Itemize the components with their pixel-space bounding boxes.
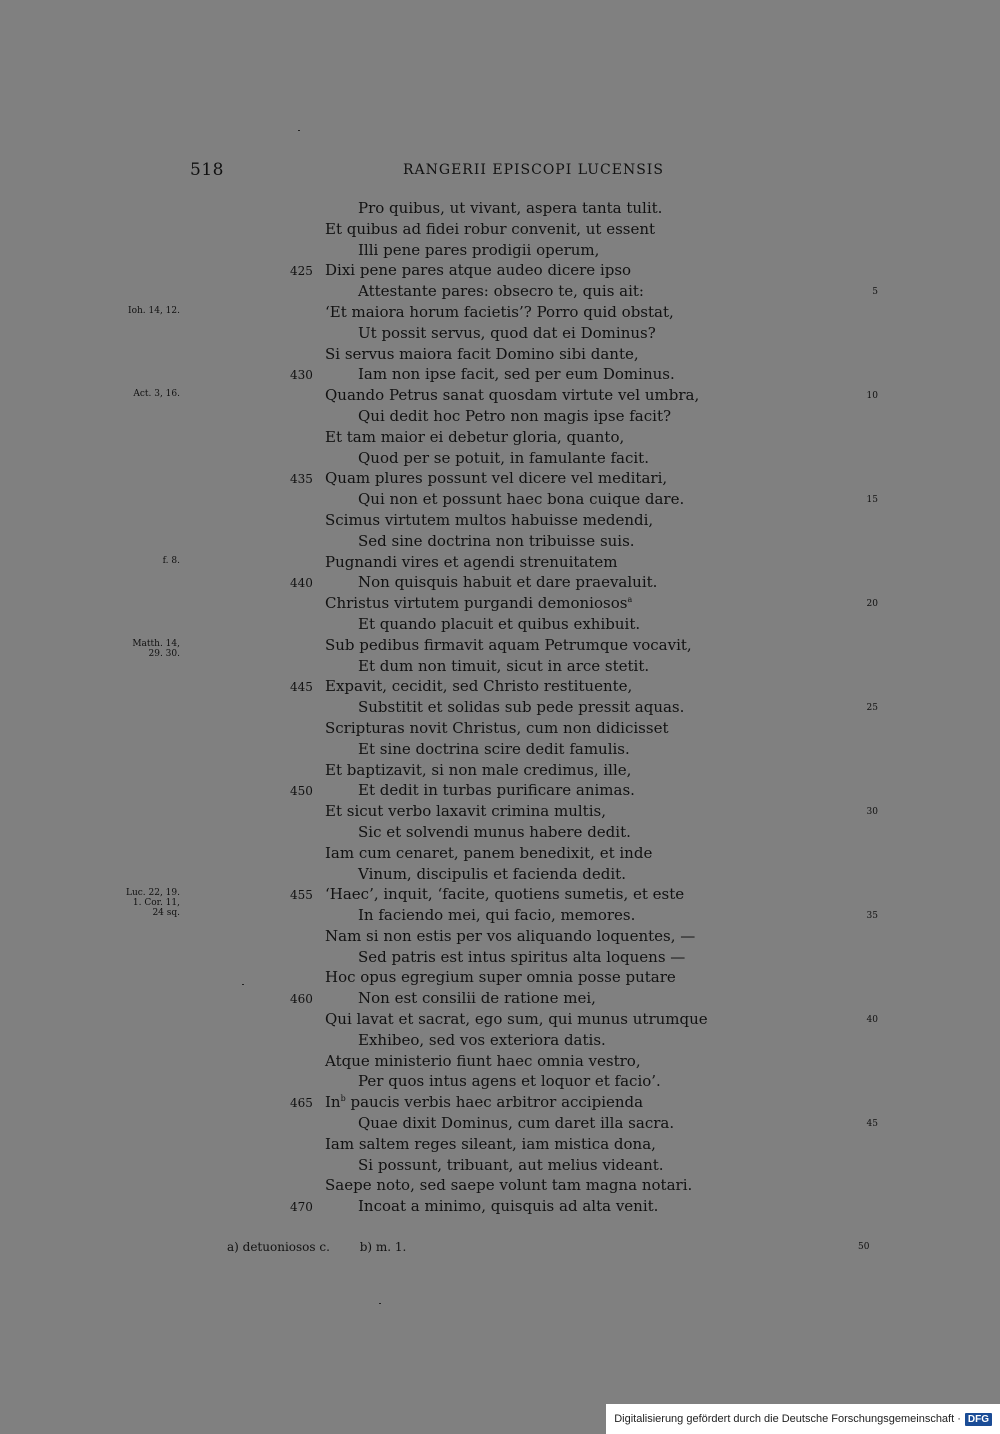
scan-speck [298,130,300,131]
verse-number: 440 [290,576,313,591]
scan-speck [379,1303,381,1304]
verse-text [325,1009,708,1030]
verse-text [325,260,631,281]
verse-text-main: Iam saltem reges sileant, iam mistica dona, [325,1134,656,1153]
verse-line [0,281,1000,302]
verse-text [358,947,685,968]
verse-text-main: Atque ministerio fiunt haec omnia vestro, [325,1051,641,1070]
verse-text [325,1134,656,1155]
verse-text-main: Per quos intus agens et loquor et facio’. [358,1072,661,1091]
verse-line [0,364,1000,385]
verse-text [325,1092,643,1113]
verse-number: 460 [290,992,313,1007]
verse-line [0,1051,1000,1072]
verse-text-main: Hoc opus egregium super omnia posse putare [325,968,676,987]
line-number-footer: 50 [858,1242,870,1252]
footnote-a: a) detuoniosos c. [227,1240,330,1254]
verse-line [0,531,1000,552]
verse-line [0,864,1000,885]
verse-text-main: Et baptizavit, si non male credimus, ille, [325,760,632,779]
verse-text-main: Sic et solvendi munus habere dedit. [358,822,631,841]
line-number: 20 [866,599,878,610]
verse-text [325,760,631,781]
verse-text-main: Non quisquis habuit et dare praevaluit. [358,573,658,592]
verse-text [358,1155,664,1176]
line-number: 40 [866,1015,878,1026]
verse-text-main: Iam non ipse facit, sed per eum Dominus. [358,365,675,384]
verse-number: 455 [290,888,313,903]
verse-line [0,905,1000,926]
verse-text [325,967,676,988]
verse-line [0,676,1000,697]
verse-text-main: Pro quibus, ut vivant, aspera tanta tulit. [358,199,663,217]
verse-text [325,676,632,697]
verse-text-main: In [325,1093,341,1112]
margin-reference: Luc. 22, 19. 1. Cor. 11, 24 sq. [125,888,180,919]
verse-text-main: Substitit et solidas sub pede pressit aquas. [358,698,685,717]
page-number: 518 [190,160,224,180]
line-number: 45 [866,1119,878,1130]
verse-text [358,822,631,843]
verse-text-main: Scripturas novit Christus, cum non didicisset [325,718,669,737]
verse-text-main: Iam cum cenaret, panem benedixit, et inde [325,843,653,862]
verse-text [358,656,649,677]
verse-line [0,1071,1000,1092]
verse-text-main: Et sine doctrina scire dedit famulis. [358,739,630,758]
verse-line [0,1134,1000,1155]
verse-line [0,614,1000,635]
verse-text-main: Christus virtutem purgandi demoniosos [325,594,628,613]
verse-text [358,448,649,469]
verse-line [0,489,1000,510]
verse-text [325,510,653,531]
verse-line [0,718,1000,739]
verse-text [325,635,692,656]
verse-text [358,697,684,718]
verse-text [358,281,644,302]
dfg-banner [606,1404,1000,1434]
verse-text [358,489,684,510]
verse-text-main: ‘Haec’, inquit, ‘facite, quotiens sumetis, et este [325,885,685,904]
verse-text-main: Dixi pene pares atque audeo dicere ipso [325,261,632,280]
verse-number: 435 [290,472,313,487]
verse-text [325,552,618,573]
verse-text [325,1051,641,1072]
verse-text-main: Si servus maiora facit Domino sibi dante, [325,344,639,363]
verse-line [0,1196,1000,1217]
verse-line [0,1009,1000,1030]
verse-text-main: Qui dedit hoc Petro non magis ipse facit? [358,406,672,425]
verse-number: 425 [290,264,313,279]
verse-text-main: Saepe noto, sed saepe volunt tam magna notari. [325,1176,693,1195]
verse-text [358,614,640,635]
verse-line [0,552,1000,573]
verse-text [325,1175,692,1196]
line-number: 30 [866,807,878,818]
verse-line [0,1175,1000,1196]
margin-reference: Ioh. 14, 12. [128,305,180,316]
verse-text-main: Et dedit in turbas purificare animas. [358,781,635,800]
verse-number: 430 [290,368,313,383]
verse-line [0,947,1000,968]
verse-text [325,219,655,240]
footnotes [227,1240,432,1254]
verse-text [325,843,652,864]
verse-text-main: Nam si non estis per vos aliquando loquentes, — [325,926,696,945]
verse-text-main: Quod per se potuit, in famulante facit. [358,448,649,467]
verse-line [0,260,1000,281]
verse-text-main: Et dum non timuit, sicut in arce stetit. [358,656,650,675]
verse-line [0,468,1000,489]
verse-text-main: Et quibus ad fidei robur convenit, ut essent [325,219,656,238]
verse-line [0,635,1000,659]
verse-text [325,718,668,739]
verse-line [0,1113,1000,1134]
verse-line [0,219,1000,240]
verse-text [358,1030,606,1051]
verse-line [0,1155,1000,1176]
footnote-b: b) m. 1. [359,1240,407,1254]
margin-reference: Act. 3, 16. [133,389,180,400]
verse-line [0,240,1000,261]
verse-text-main: Illi pene pares prodigii operum, [358,240,600,259]
verse-text [325,302,674,323]
verse-line [0,739,1000,760]
verse-text [358,1113,674,1134]
verse-text-main: In faciendo mei, qui facio, memores. [358,906,636,925]
verse-text-main: Qui non et possunt haec bona cuique dare. [358,490,685,509]
verse-line [0,302,1000,323]
verse-line [0,448,1000,469]
footnote-marker: b [340,1094,346,1104]
margin-reference: Matth. 14, 29. 30. [132,638,180,659]
verse-line [0,323,1000,344]
verse-text-main: Pugnandi vires et agendi strenuitatem [325,552,618,571]
verse-line [0,1030,1000,1051]
verse-line [0,822,1000,843]
verse-text [358,905,635,926]
dfg-logo: DFG [965,1413,992,1426]
verse-text-main: Sed sine doctrina non tribuisse suis. [358,531,635,550]
verse-text [325,427,624,448]
verse-number: 465 [290,1096,313,1111]
margin-reference: f. 8. [162,555,180,566]
verse-text [325,884,684,905]
verse-line [0,427,1000,448]
verse-line [0,198,1000,219]
verse-line [0,572,1000,593]
verse-number: 470 [290,1200,313,1215]
verse-text [358,1071,661,1092]
verse-text-main: Non est consilii de ratione mei, [358,989,596,1008]
verse-line [0,926,1000,947]
verse-text-main: Quando Petrus sanat quosdam virtute vel umbra, [325,386,700,405]
verse-line [0,385,1000,406]
verse-text-tail: paucis verbis haec arbitror accipienda [345,1093,644,1112]
footnote-marker: a [627,595,633,605]
verse-text [325,468,667,489]
verse-text-main: Scimus virtutem multos habuisse medendi, [325,510,654,529]
verse-text-main: Sub pedibus firmavit aquam Petrumque vocavit, [325,635,692,654]
verse-text [325,801,606,822]
verse-text [358,1196,658,1217]
verse-text-main: Quae dixit Dominus, cum daret illa sacra. [358,1114,675,1133]
verse-line [0,406,1000,427]
verse-text-main: Incoat a minimo, quisquis ad alta venit. [358,1197,659,1216]
verse-number: 450 [290,784,313,799]
verse-line [0,697,1000,718]
verse-text [358,323,656,344]
verse-line [0,967,1000,988]
verse-text [358,739,630,760]
verse-text-main: Vinum, discipulis et facienda dedit. [358,864,626,883]
verse-text-main: Attestante pares: obsecro te, quis ait: [358,282,644,301]
verse-line [0,843,1000,864]
verse-text [325,926,695,947]
verse-line [0,1092,1000,1113]
verse-text-main: Sed patris est intus spiritus alta loquens — [358,947,686,966]
verse-text-main: Expavit, cecidit, sed Christo restituente, [325,677,633,696]
verse-text [358,988,596,1009]
running-title: RANGERII EPISCOPI LUCENSIS [403,162,664,178]
verse-line [0,344,1000,365]
verse-text [358,780,635,801]
verse-text-main: Et quando placuit et quibus exhibuit. [358,614,641,633]
verse-text-main: Quam plures possunt vel dicere vel meditari, [325,469,668,488]
verse-text [358,198,662,219]
line-number: 10 [866,391,878,402]
verse-line [0,760,1000,781]
line-number: 5 [872,287,878,298]
verse-line [0,510,1000,531]
verse-text [358,572,657,593]
verse-text-main: Et sicut verbo laxavit crimina multis, [325,802,606,821]
verse-line [0,988,1000,1009]
verse-line [0,656,1000,677]
verse-block [0,198,1000,1217]
verse-line [0,801,1000,822]
verse-text-main: Exhibeo, sed vos exteriora datis. [358,1030,606,1049]
verse-text [358,240,599,261]
scan-speck [242,984,244,985]
verse-text [358,406,671,427]
verse-text [358,531,635,552]
verse-number: 445 [290,680,313,695]
verse-text [358,864,626,885]
line-number: 35 [866,911,878,922]
verse-text-main: Ut possit servus, quod dat ei Dominus? [358,323,656,342]
line-number: 25 [866,703,878,714]
verse-text-main: Et tam maior ei debetur gloria, quanto, [325,427,625,446]
verse-line [0,780,1000,801]
line-number: 15 [866,495,878,506]
verse-text [325,344,639,365]
verse-text [325,385,699,406]
dfg-banner-text: Digitalisierung gefördert durch die Deutsche Forschungsgemeinschaft · [614,1413,961,1425]
verse-text [358,364,675,385]
verse-text-main: Si possunt, tribuant, aut melius videant. [358,1155,664,1174]
verse-line [0,593,1000,614]
verse-text-main: ‘Et maiora horum facietis’? Porro quid obstat, [325,302,674,321]
verse-text [325,593,632,614]
verse-text-main: Qui lavat et sacrat, ego sum, qui munus utrumque [325,1010,708,1029]
